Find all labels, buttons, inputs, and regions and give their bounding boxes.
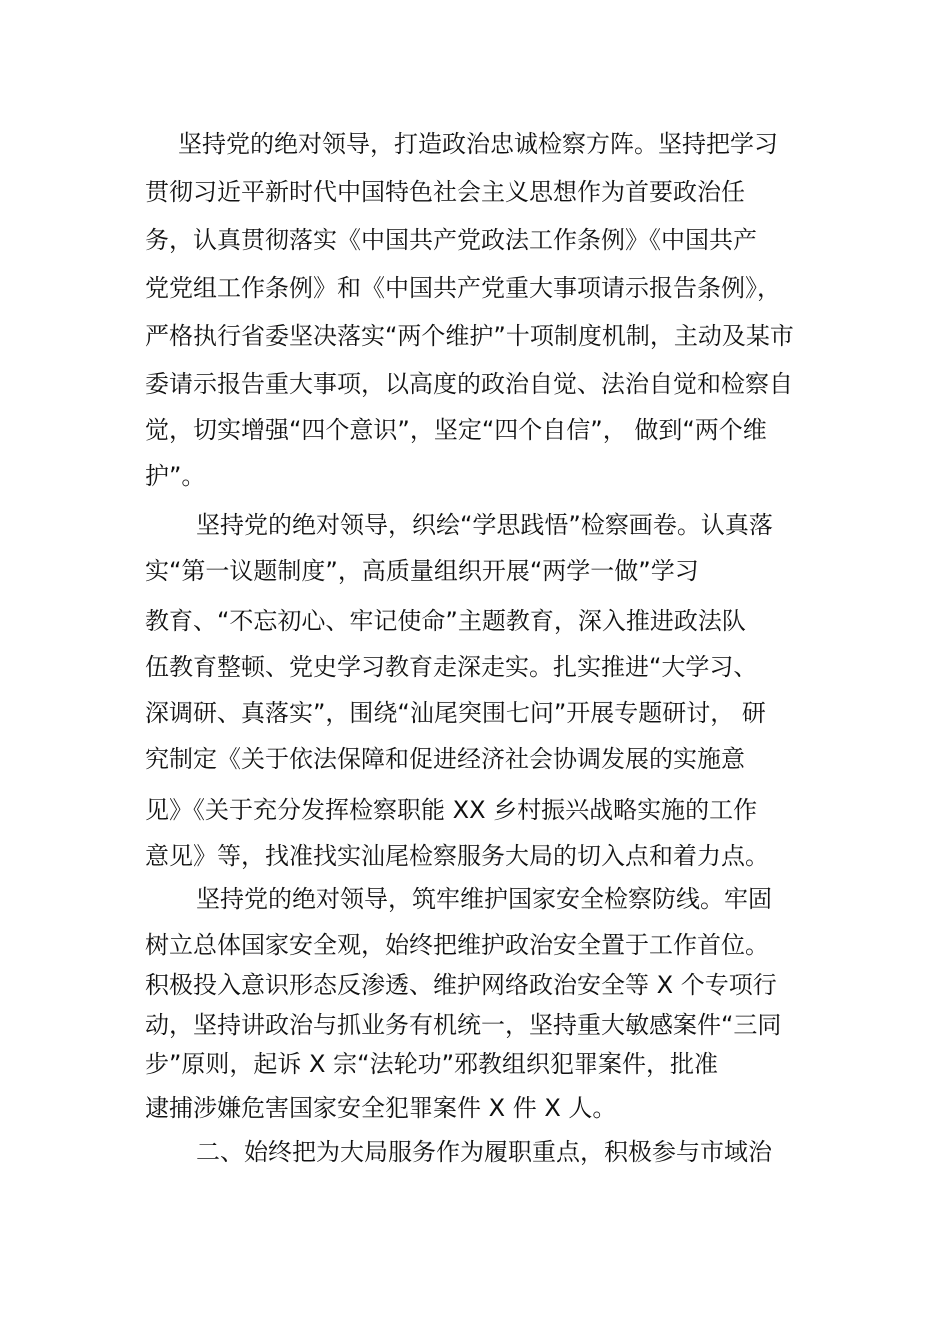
paragraph-1-line-8: 护”。: [145, 462, 206, 490]
paragraph-1-line-3: 务，认真贯彻落实《中国共产党政法工作条例》《中国共产: [145, 226, 757, 254]
paragraph-3-line-6: 逮捕涉嫌危害国家安全犯罪案件 X 件 X 人。: [145, 1094, 617, 1122]
paragraph-1-line-7: 觉，切实增强“四个意识”，坚定“四个自信”， 做到“两个维: [145, 416, 767, 444]
paragraph-1-line-4: 党党组工作条例》和《中国共产党重大事项请示报告条例》，: [145, 274, 781, 302]
paragraph-3-line-4: 动，坚持讲政治与抓业务有机统一，坚持重大敏感案件“三同: [145, 1011, 782, 1039]
paragraph-2-line-8: 意见》等，找准找实汕尾检察服务大局的切入点和着力点。: [145, 842, 769, 870]
paragraph-1-line-2: 贯彻习近平新时代中国特色社会主义思想作为首要政治任: [145, 178, 745, 206]
paragraph-3-line-2: 树立总体国家安全观，始终把维护政治安全置于工作首位。: [145, 931, 769, 959]
paragraph-2-line-3: 教育、“不忘初心、牢记使命”主题教育，深入推进政法队: [145, 607, 746, 635]
section-heading-2: 二、始终把为大局服务作为履职重点，积极参与市域治: [196, 1138, 772, 1166]
paragraph-3-line-3: 积极投入意识形态反渗透、维护网络政治安全等 X 个专项行: [145, 971, 777, 999]
paragraph-2-line-7: 见》《关于充分发挥检察职能 XX 乡村振兴战略实施的工作: [145, 796, 758, 824]
paragraph-2-line-5: 深调研、真落实”，围绕“汕尾突围七问”开展专题研讨， 研: [145, 699, 766, 727]
paragraph-2-line-2: 实“第一议题制度”，高质量组织开展“两学一做”学习: [145, 557, 699, 585]
paragraph-3-line-5: 步”原则，起诉 X 宗“法轮功”邪教组织犯罪案件，批准: [145, 1050, 718, 1078]
paragraph-1-line-1: 坚持党的绝对领导，打造政治忠诚检察方阵。坚持把学习: [178, 130, 778, 158]
paragraph-2-line-4: 伍教育整顿、党史学习教育走深走实。扎实推进“大学习、: [145, 653, 758, 681]
paragraph-3-line-1: 坚持党的绝对领导，筑牢维护国家安全检察防线。牢固: [196, 885, 772, 913]
paragraph-1-line-5: 严格执行省委坚决落实“两个维护”十项制度机制，主动及某市: [145, 322, 794, 350]
paragraph-2-line-6: 究制定《关于依法保障和促进经济社会协调发展的实施意: [145, 745, 745, 773]
paragraph-2-line-1: 坚持党的绝对领导，织绘“学思践悟”检察画卷。认真落: [196, 511, 773, 539]
paragraph-1-line-6: 委请示报告重大事项，以高度的政治自觉、法治自觉和检察自: [145, 370, 793, 398]
